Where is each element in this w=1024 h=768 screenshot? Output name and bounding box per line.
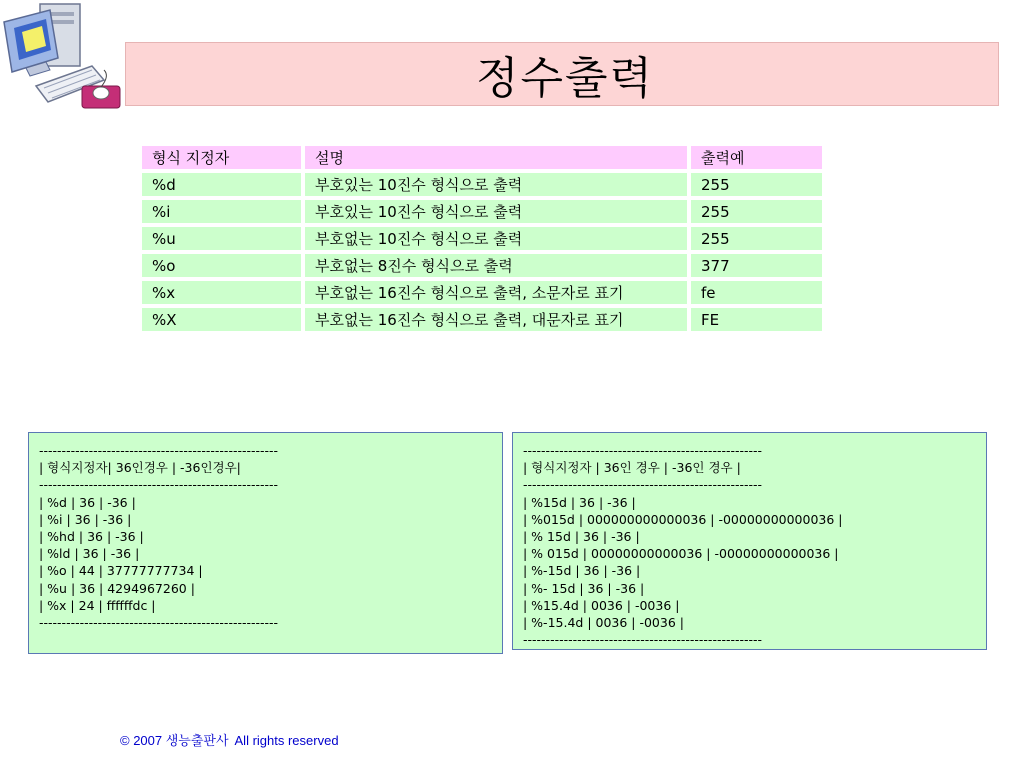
code-line: ----------------------------------------------------- xyxy=(523,443,763,458)
table-row xyxy=(142,227,822,250)
code-line: | %u | 36 | 4294967260 | xyxy=(39,580,195,596)
code-line: | %d | 36 | -36 | xyxy=(39,494,136,510)
code-line: ----------------------------------------------------- xyxy=(523,632,763,648)
table-row xyxy=(142,308,822,331)
code-line: | %- 15d | 36 | -36 | xyxy=(523,580,645,596)
copyright-text: © 2007 생능출판사 xyxy=(120,733,229,748)
table-cell: %d xyxy=(142,173,301,196)
code-line: | 형식지정자 | 36인 경우 | -36인 경우 | xyxy=(523,460,741,476)
code-line: | %-15.4d | 0036 | -0036 | xyxy=(523,615,684,631)
table-header-row xyxy=(142,146,822,169)
table-cell: 255 xyxy=(691,227,822,250)
code-line: | 형식지정자| 36인경우 | -36인경우| xyxy=(39,460,241,476)
rights-text: All rights reserved xyxy=(234,733,339,748)
code-line: | %ld | 36 | -36 | xyxy=(39,546,140,562)
code-line: ----------------------------------------------------- xyxy=(39,615,279,631)
table-row xyxy=(142,173,822,196)
format-specifier-table xyxy=(138,142,826,335)
table-cell: %o xyxy=(142,254,301,277)
code-line: | %x | 24 | ffffffdc | xyxy=(39,597,156,613)
table-cell: 255 xyxy=(691,173,822,196)
code-line: ----------------------------------------------------- xyxy=(523,477,763,493)
code-output-box-right xyxy=(512,432,987,650)
table-cell: 부호있는 10진수 형식으로 출력 xyxy=(305,173,687,196)
table-header-cell: 출력예 xyxy=(691,146,822,169)
code-line: ----------------------------------------------------- xyxy=(39,477,279,493)
table-header-cell: 설명 xyxy=(305,146,687,169)
code-line: | % 015d | 00000000000036 | -00000000000036 | xyxy=(523,546,839,562)
copyright-footer xyxy=(120,730,339,749)
table-cell: %u xyxy=(142,227,301,250)
code-output-box-left xyxy=(28,432,503,654)
table-cell: FE xyxy=(691,308,822,331)
table-cell: 부호없는 8진수 형식으로 출력 xyxy=(305,254,687,277)
code-line: | % 15d | 36 | -36 | xyxy=(523,529,640,545)
computer-clipart-icon xyxy=(0,0,130,112)
code-line: | %015d | 000000000000036 | -00000000000036 | xyxy=(523,511,843,527)
table-cell: 부호없는 16진수 형식으로 출력, 대문자로 표기 xyxy=(305,308,687,331)
table-cell: %x xyxy=(142,281,301,304)
table-cell: 부호없는 16진수 형식으로 출력, 소문자로 표기 xyxy=(305,281,687,304)
table-cell: 부호없는 10진수 형식으로 출력 xyxy=(305,227,687,250)
slide-title: 정수출력 xyxy=(475,53,654,104)
code-line: | %15d | 36 | -36 | xyxy=(523,494,636,510)
code-line: | %i | 36 | -36 | xyxy=(39,511,132,527)
table-cell: %X xyxy=(142,308,301,331)
code-line: | %hd | 36 | -36 | xyxy=(39,529,144,545)
code-line: | %15.4d | 0036 | -0036 | xyxy=(523,597,680,613)
table-cell: 255 xyxy=(691,200,822,223)
code-line: | %o | 44 | 37777777734 | xyxy=(39,563,203,579)
table-row xyxy=(142,254,822,277)
table-cell: 377 xyxy=(691,254,822,277)
code-line: | %-15d | 36 | -36 | xyxy=(523,563,641,579)
table-header-cell: 형식 지정자 xyxy=(142,146,301,169)
table-cell: 부호있는 10진수 형식으로 출력 xyxy=(305,200,687,223)
table-cell: fe xyxy=(691,281,822,304)
table-row xyxy=(142,200,822,223)
table-cell: %i xyxy=(142,200,301,223)
code-line: ----------------------------------------------------- xyxy=(39,443,279,458)
table-row xyxy=(142,281,822,304)
slide-title-bar xyxy=(125,42,999,106)
